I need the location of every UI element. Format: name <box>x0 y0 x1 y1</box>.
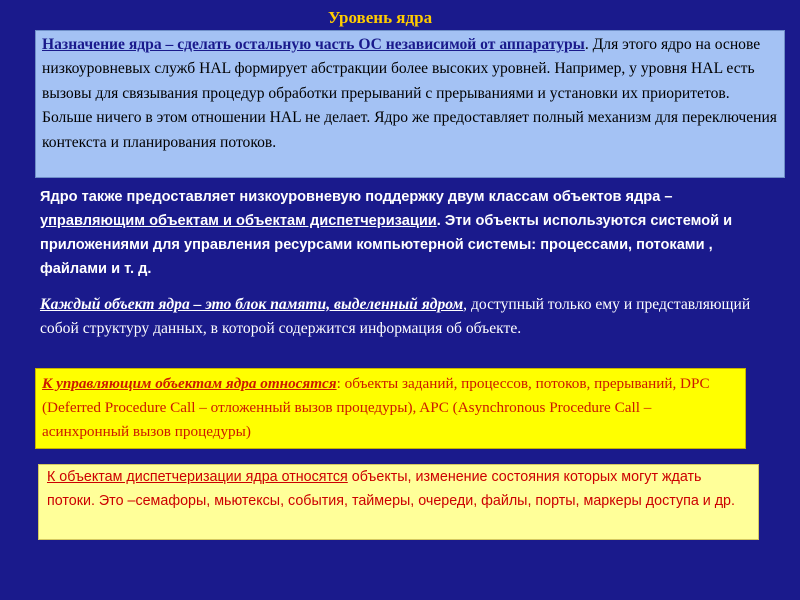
page-title: Уровень ядра <box>327 8 433 27</box>
dispatcher-objects-lead: К объектам диспетчеризации ядра относятся <box>47 469 348 485</box>
kernel-objects-paragraph <box>40 185 780 281</box>
dispatcher-objects-box <box>38 464 759 540</box>
kernel-purpose-text: . Для этого ядро на основе низкоуровневых служб HAL формирует абстракции более высоких уровней. Например, у уровня HAL есть вызовы для связывания процедур обработки прерываний с прерываниями и установки их приоритетов. Больше ничего в этом отношении HAL не делает. Ядро же предоставляет полный механизм для переключения контекста и планирования потоков. <box>42 36 777 151</box>
dispatcher-objects-text: объекты, изменение состояния которых могут ждать потоки. Это –семафоры, мьютексы, события, таймеры, очереди, файлы, порты, маркеры доступа и др. <box>47 469 735 509</box>
kernel-purpose-lead: Назначение ядра – сделать остальную часть ОС независимой от аппаратуры <box>42 36 585 53</box>
control-objects-box <box>35 368 746 449</box>
kernel-objects-text-2: . Эти объекты используются системой и приложениями для управления ресурсами компьютерной системы: процессами, потоками , файлами и т. д. <box>40 213 733 277</box>
kernel-objects-text-1: Ядро также предоставляет низкоуровневую поддержку двум классам объектов ядра – <box>40 189 673 205</box>
kernel-object-definition <box>40 293 782 341</box>
kernel-purpose-box <box>35 30 785 178</box>
control-objects-text: : объекты заданий, процессов, потоков, прерываний, DPC (Deferred Procedure Call – отложенный вызов процедуры), APC (Asynchronous Procedure Call – асинхронный вызов процедуры) <box>42 375 710 440</box>
control-objects-lead: К управляющим объектам ядра относятся <box>42 375 337 392</box>
kernel-objects-classes: управляющим объектам и объектам диспетчеризации <box>40 213 437 229</box>
kernel-object-definition-text: , доступный только ему и представляющий собой структуру данных, в которой содержится информация об объекте. <box>40 296 751 337</box>
kernel-object-definition-lead: Каждый объект ядра – это блок памяти, выделенный ядром <box>40 296 464 313</box>
